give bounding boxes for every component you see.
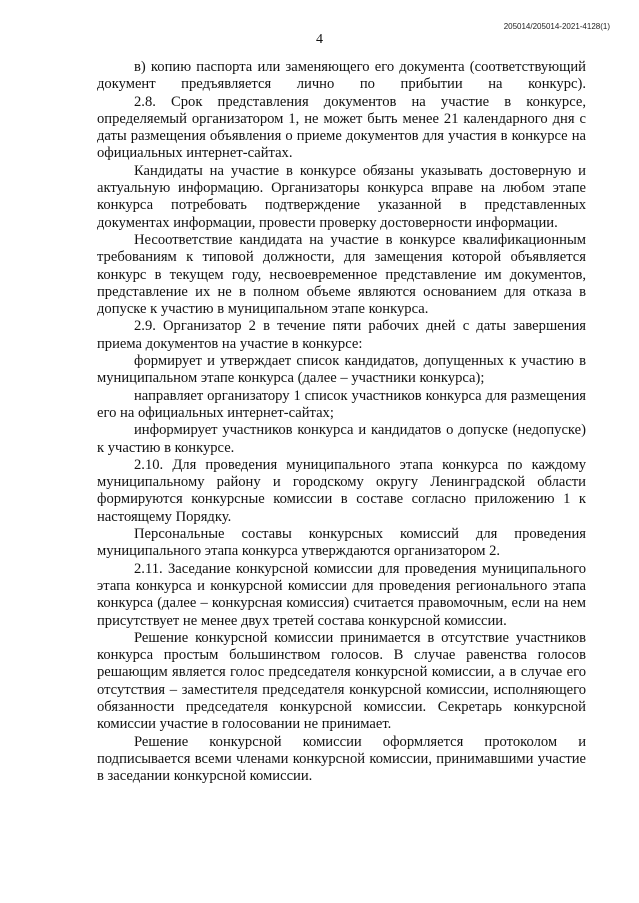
paragraph-candidates-info: Кандидаты на участие в конкурсе обязаны указывать достоверную и актуальную информацию. Организаторы конкурса вправе на любом этапе конкурса потребовать подтверждение указанной в представленных документах информации, провести проверку достоверности информации. [97,162,586,231]
paragraph-decision: Решение конкурсной комиссии принимается в отсутствие участников конкурса простым большинством голосов. В случае равенства голосов решающим является голос председателя конкурсной комиссии, а в случае его отсутствия – заместителя председателя конкурсной комиссии, исполняющего обязанности председателя конкурсной комиссии. Секретарь конкурсной комиссии участие в голосовании не принимает. [97,629,586,733]
paragraph-passport-copy: в) копию паспорта или заменяющего его документа (соответствующий документ предъявляется лично по прибытии на конкурс). [97,59,586,93]
document-body [97,59,586,785]
paragraph-2-11: 2.11. Заседание конкурсной комиссии для проведения муниципального этапа конкурса и конкурсной комиссии для проведения регионального этапа конкурса (далее – конкурсная комиссия) считается правомочным, если на нем присутствует не менее двух третей состава конкурсной комиссии. [97,560,586,629]
paragraph-forms-list: формирует и утверждает список кандидатов, допущенных к участию в муниципальном этапе конкурса (далее – участники конкурса); [97,353,586,387]
paragraph-personal-compositions: Персональные составы конкурсных комиссий для проведения муниципального этапа конкурса утверждаются организатором 2. [97,526,586,560]
page-number: 4 [316,32,323,47]
paragraph-protocol: Решение конкурсной комиссии оформляется протоколом и подписывается всеми членами конкурсной комиссии, принимавшими участие в заседании конкурсной комиссии. [97,733,586,785]
paragraph-2-8: 2.8. Срок представления документов на участие в конкурсе, определяемый организатором 1, не может быть менее 21 календарного дня с даты размещения объявления о приеме документов для участия в конкурсе на официальных интернет-сайтах. [97,93,586,162]
paragraph-noncompliance: Несоответствие кандидата на участие в конкурсе квалификационным требованиям к типовой должности, для замещения которой объявляется конкурс в текущем году, несвоевременное представление им документов, представление их не в полном объеме являются основанием для отказа в допуске к участию в муниципальном этапе конкурса. [97,231,586,318]
paragraph-2-9: 2.9. Организатор 2 в течение пяти рабочих дней с даты завершения приема документов на участие в конкурсе: [97,318,586,352]
paragraph-informs: информирует участников конкурса и кандидатов о допуске (недопуске) к участию в конкурсе. [97,422,586,456]
paragraph-2-10: 2.10. Для проведения муниципального этапа конкурса по каждому муниципальному району и городскому округу Ленинградской области формируются конкурсные комиссии в составе согласно приложению 1 к настоящему Порядку. [97,456,586,525]
paragraph-sends-list: направляет организатору 1 список участников конкурса для размещения его на официальных интернет-сайтах; [97,387,586,421]
document-code: 205014/205014-2021-4128(1) [503,22,610,31]
